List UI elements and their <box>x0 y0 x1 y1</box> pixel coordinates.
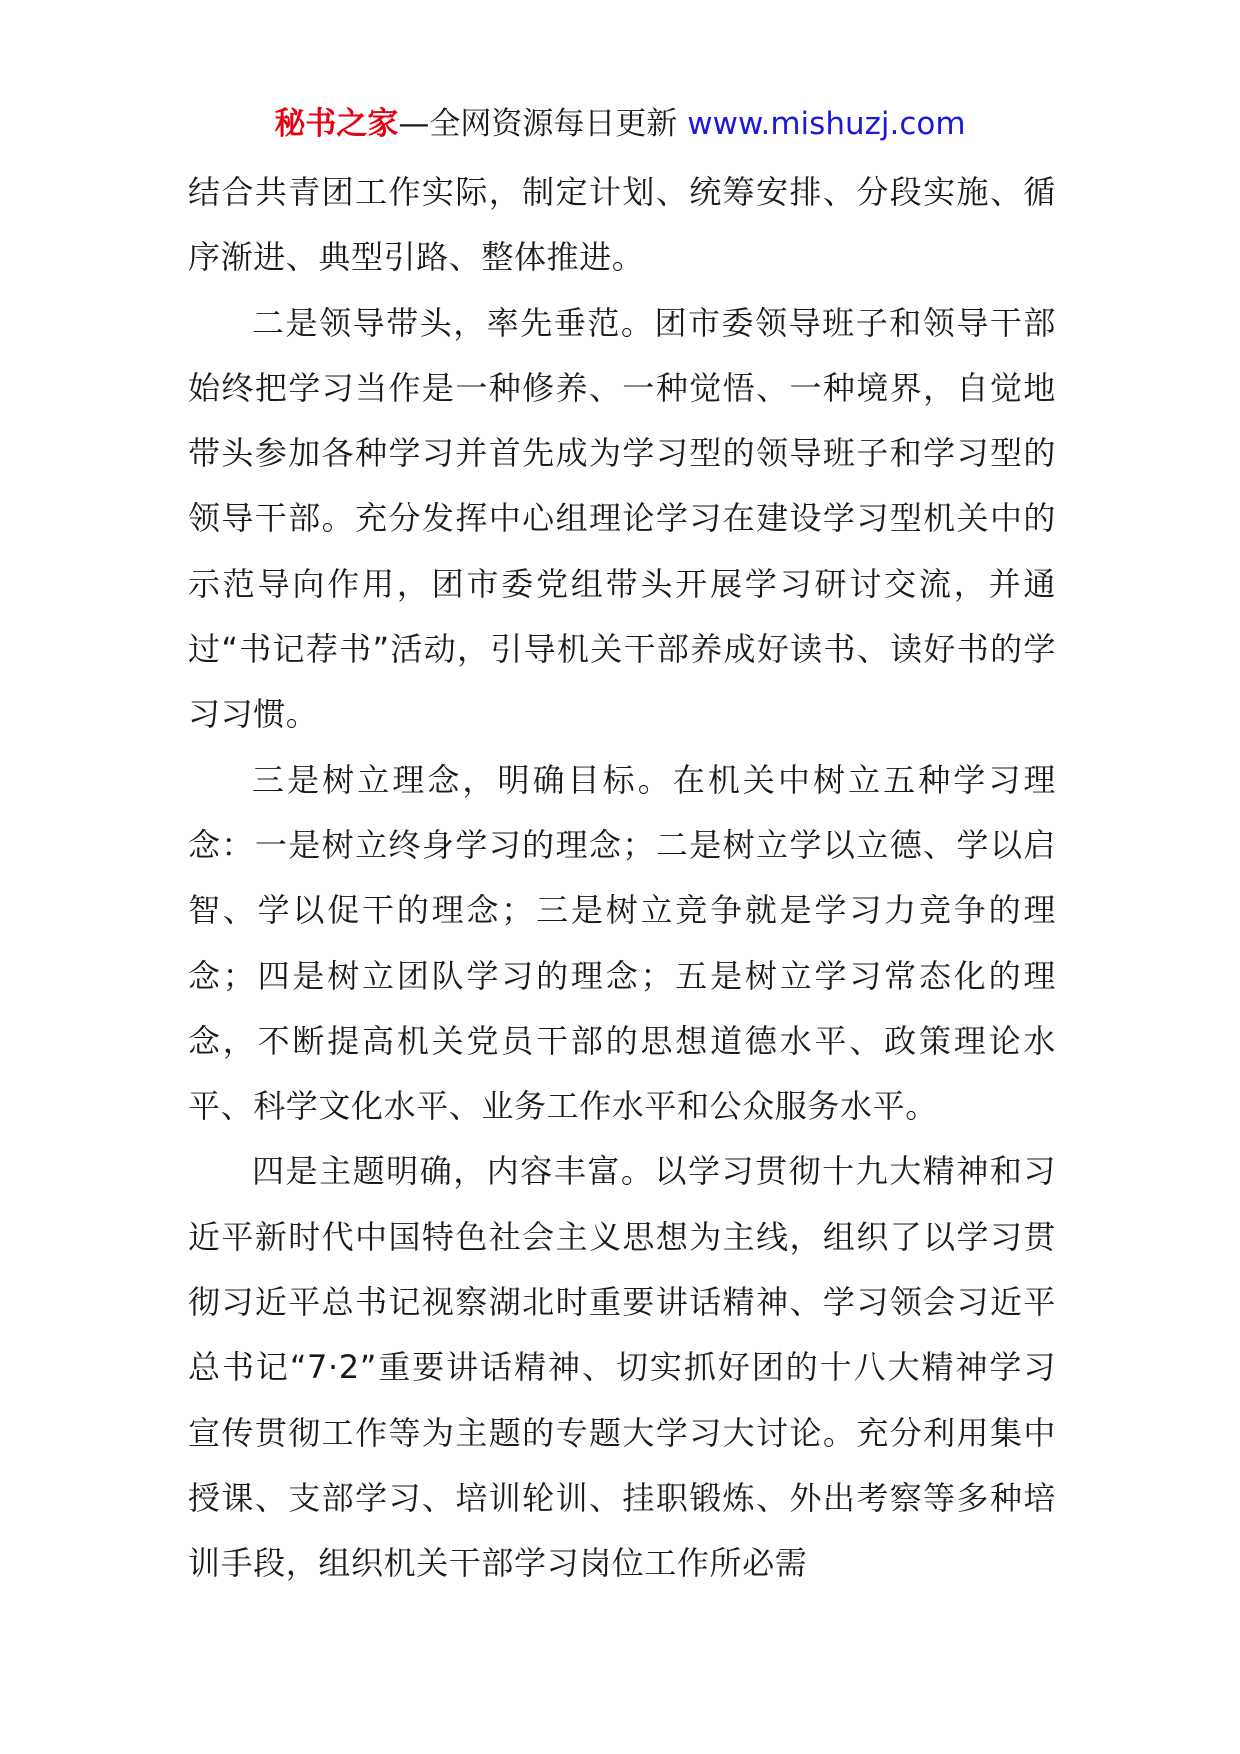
header-brand: 秘书之家 <box>274 106 399 142</box>
paragraph-themes: 四是主题明确，内容丰富。以学习贯彻十九大精神和习近平新时代中国特色社会主义思想为主线，组织了以学习贯彻习近平总书记视察湖北时重要讲话精神、学习领会习近平总书记“7·2”重要讲话精神、切实抓好团的十八大精神学习宣传贯彻工作等为主题的专题大学习大讨论。充分利用集中授课、支部学习、培训轮训、挂职锻炼、外出考察等多种培训手段，组织机关干部学习岗位工作所必需 <box>188 1152 1056 1583</box>
header-tagline: —全网资源每日更新 <box>398 106 678 142</box>
paragraph-leadership: 二是领导带头，率先垂范。团市委领导班子和领导干部始终把学习当作是一种修养、一种觉悟、一种境界，自觉地带头参加各种学习并首先成为学习型的领导班子和学习型的领导干部。充分发挥中心组理论学习在建设学习型机关中的示范导向作用，团市委党组带头开展学习研讨交流，并通过“书记荐书”活动，引导机关干部养成好读书、读好书的学习习惯。 <box>188 303 1056 734</box>
paragraph-concepts: 三是树立理念，明确目标。在机关中树立五种学习理念：一是树立终身学习的理念；二是树立学以立德、学以启智、学以促干的理念；三是树立竞争就是学习力竞争的理念；四是树立团队学习的理念；五是树立学习常态化的理念，不断提高机关党员干部的思想道德水平、政策理论水平、科学文化水平、业务工作水平和公众服务水平。 <box>188 760 1056 1126</box>
page-header <box>0 100 1240 148</box>
paragraph-continued: 结合共青团工作实际，制定计划、统筹安排、分段实施、循序渐进、典型引路、整体推进。 <box>188 173 1056 277</box>
document-body <box>188 160 1056 1597</box>
header-url-link[interactable]: www.mishuzj.com <box>687 106 966 142</box>
